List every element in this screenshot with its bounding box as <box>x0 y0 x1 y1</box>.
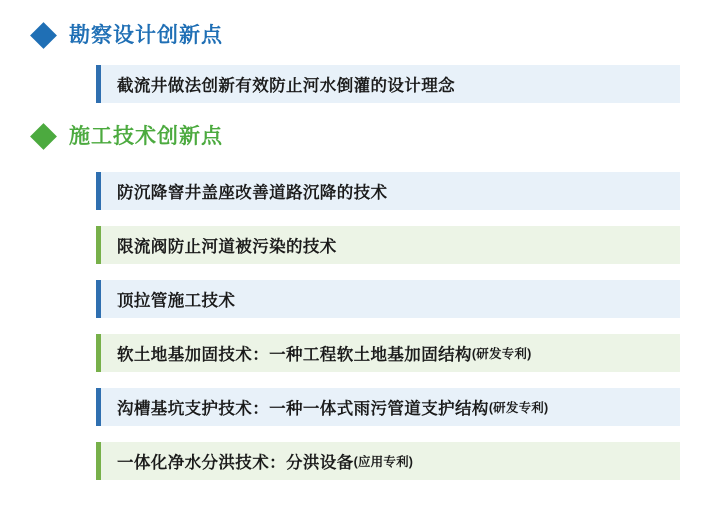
list-item-text: 一体化净水分洪技术：分洪设备 <box>117 454 354 473</box>
list-item-text: 软土地基加固技术：一种工程软土地基加固结构 <box>117 346 472 365</box>
diamond-bullet-icon <box>30 22 57 49</box>
list-item-note: (研发专利) <box>488 401 549 416</box>
list-item-text: 限流阀防止河道被污染的技术 <box>117 238 337 257</box>
list-item-text: 沟槽基坑支护技术：一种一体式雨污管道支护结构 <box>117 400 489 419</box>
section-title: 施工技术创新点 <box>69 125 223 149</box>
list-item[interactable] <box>96 280 680 318</box>
section-heading-survey-design <box>34 24 690 47</box>
list-item[interactable] <box>96 334 680 372</box>
section-title: 勘察设计创新点 <box>69 24 223 47</box>
list-item[interactable] <box>96 172 680 210</box>
list-item-note: (研发专利) <box>471 347 532 362</box>
section-item-list-construction-tech <box>24 172 690 480</box>
list-item[interactable] <box>96 442 680 480</box>
list-item[interactable] <box>96 226 680 264</box>
section-item-list-survey-design <box>24 65 690 103</box>
diamond-bullet-icon <box>30 123 57 150</box>
list-item-note: (应用专利) <box>353 455 414 470</box>
list-item[interactable] <box>96 65 680 103</box>
list-item-text: 截流井做法创新有效防止河水倒灌的设计理念 <box>117 77 455 96</box>
list-item[interactable] <box>96 388 680 426</box>
section-heading-construction-tech <box>34 125 690 148</box>
list-item-text: 顶拉管施工技术 <box>117 292 236 311</box>
list-item-text: 防沉降窨井盖座改善道路沉降的技术 <box>117 184 388 203</box>
